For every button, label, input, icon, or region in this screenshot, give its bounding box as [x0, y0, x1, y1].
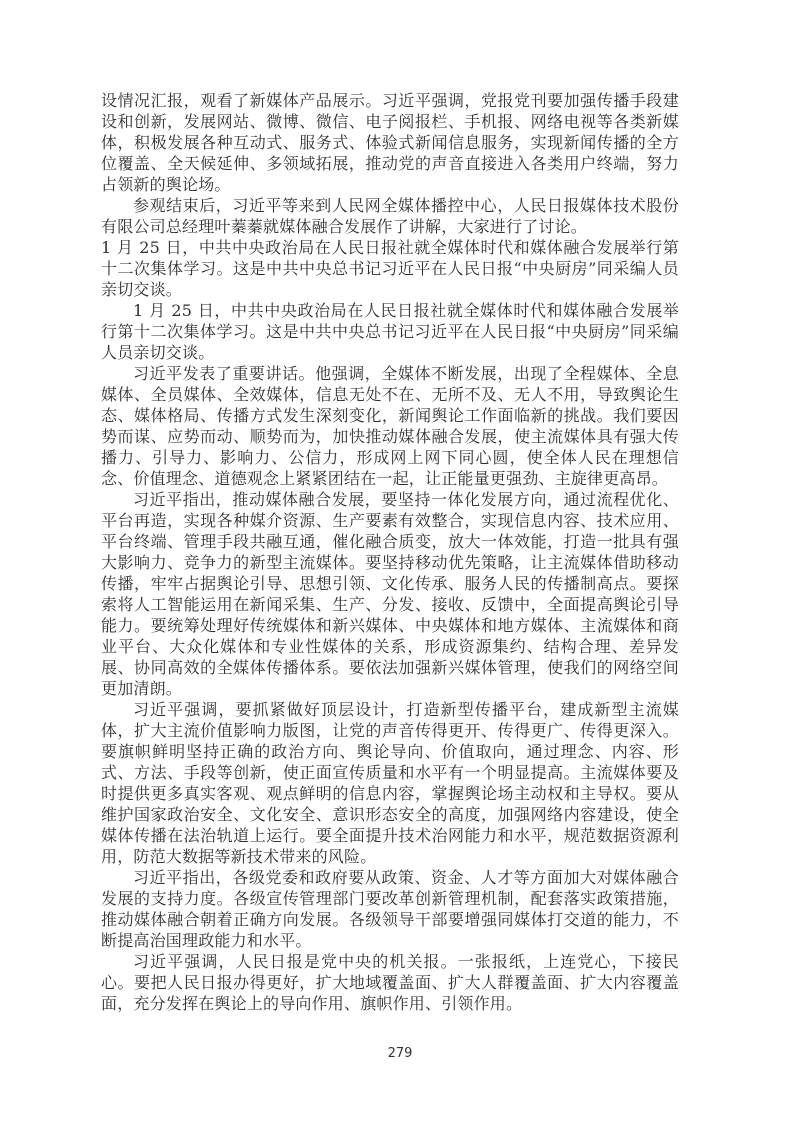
- paragraph: 习近平指出，推动媒体融合发展，要坚持一体化发展方向，通过流程优化、平台再造，实现各种媒介资源、生产要素有效整合，实现信息内容、技术应用、平台终端、管理手段共融互通，催化融合质变，放大一体效能，打造一批具有强大影响力、竞争力的新型主流媒体。要坚持移动优先策略，让主流媒体借助移动传播，牢牢占据舆论引导、思想引领、文化传承、服务人民的传播制高点。要探索将人工智能运用在新闻采集、生产、分发、接收、反馈中，全面提高舆论引导能力。要统筹处理好传统媒体和新兴媒体、中央媒体和地方媒体、主流媒体和商业平台、大众化媒体和专业性媒体的关系，形成资源集约、结构合理、差异发展、协同高效的全媒体传播体系。要依法加强新兴媒体管理，使我们的网络空间更加清朗。: [101, 490, 679, 698]
- paragraph: 习近平指出，各级党委和政府要从政策、资金、人才等方面加大对媒体融合发展的支持力度。各级宣传管理部门要改革创新管理机制，配套落实政策措施，推动媒体融合朝着正确方向发展。各级领导干部要增强同媒体打交道的能力，不断提高治国理政能力和水平。: [101, 868, 679, 950]
- paragraph: 习近平发表了重要讲话。他强调，全媒体不断发展，出现了全程媒体、全息媒体、全员媒体、全效媒体，信息无处不在、无所不及、无人不用，导致舆论生态、媒体格局、传播方式发生深刻变化，新闻舆论工作面临新的挑战。我们要因势而谋、应势而动、顺势而为，加快推动媒体融合发展，使主流媒体具有强大传播力、引导力、影响力、公信力，形成网上网下同心圆，使全体人民在理想信念、价值理念、道德观念上紧紧团结在一起，让正能量更强劲、主旋律更高昂。: [101, 364, 679, 488]
- paragraph-photo-caption: 1 月 25 日，中共中央政治局在人民日报社就全媒体时代和媒体融合发展举行第十二次集体学习。这是中共中央总书记习近平在人民日报“中央厨房”同采编人员亲切交谈。: [101, 238, 679, 299]
- paragraph: 习近平强调，要抓紧做好顶层设计，打造新型传播平台，建成新型主流媒体，扩大主流价值影响力版图，让党的声音传得更开、传得更广、传得更深入。要旗帜鲜明坚持正确的政治方向、舆论导向、价值取向，通过理念、内容、形式、方法、手段等创新，使正面宣传质量和水平有一个明显提高。主流媒体要及时提供更多真实客观、观点鲜明的信息内容，掌握舆论场主动权和主导权。要从维护国家政治安全、文化安全、意识形态安全的高度，加强网络内容建设，使全媒体传播在法治轨道上运行。要全面提升技术治网能力和水平，规范数据资源利用，防范大数据等新技术带来的风险。: [101, 700, 679, 866]
- paragraph: 参观结束后，习近平等来到人民网全媒体播控中心，人民日报媒体技术股份有限公司总经理叶蓁蓁就媒体融合发展作了讲解，大家进行了讨论。: [101, 196, 679, 236]
- document-text-block: [101, 90, 679, 1014]
- paragraph-photo-caption: 1 月 25 日，中共中央政治局在人民日报社就全媒体时代和媒体融合发展举行第十二次集体学习。这是中共中央总书记习近平在人民日报“中央厨房”同采编人员亲切交谈。: [101, 301, 679, 362]
- paragraph: 习近平强调，人民日报是党中央的机关报。一张报纸，上连党心，下接民心。要把人民日报办得更好，扩大地域覆盖面、扩大人群覆盖面、扩大内容覆盖面，充分发挥在舆论上的导向作用、旗帜作用、引领作用。: [101, 952, 679, 1013]
- paragraph-continuation: 设情况汇报，观看了新媒体产品展示。习近平强调，党报党刊要加强传播手段建设和创新，发展网站、微博、微信、电子阅报栏、手机报、网络电视等各类新媒体，积极发展各种互动式、服务式、体验式新闻信息服务，实现新闻传播的全方位覆盖、全天候延伸、多领域拓展，推动党的声音直接进入各类用户终端，努力占领新的舆论场。: [101, 91, 679, 194]
- page-number: 279: [387, 1046, 413, 1061]
